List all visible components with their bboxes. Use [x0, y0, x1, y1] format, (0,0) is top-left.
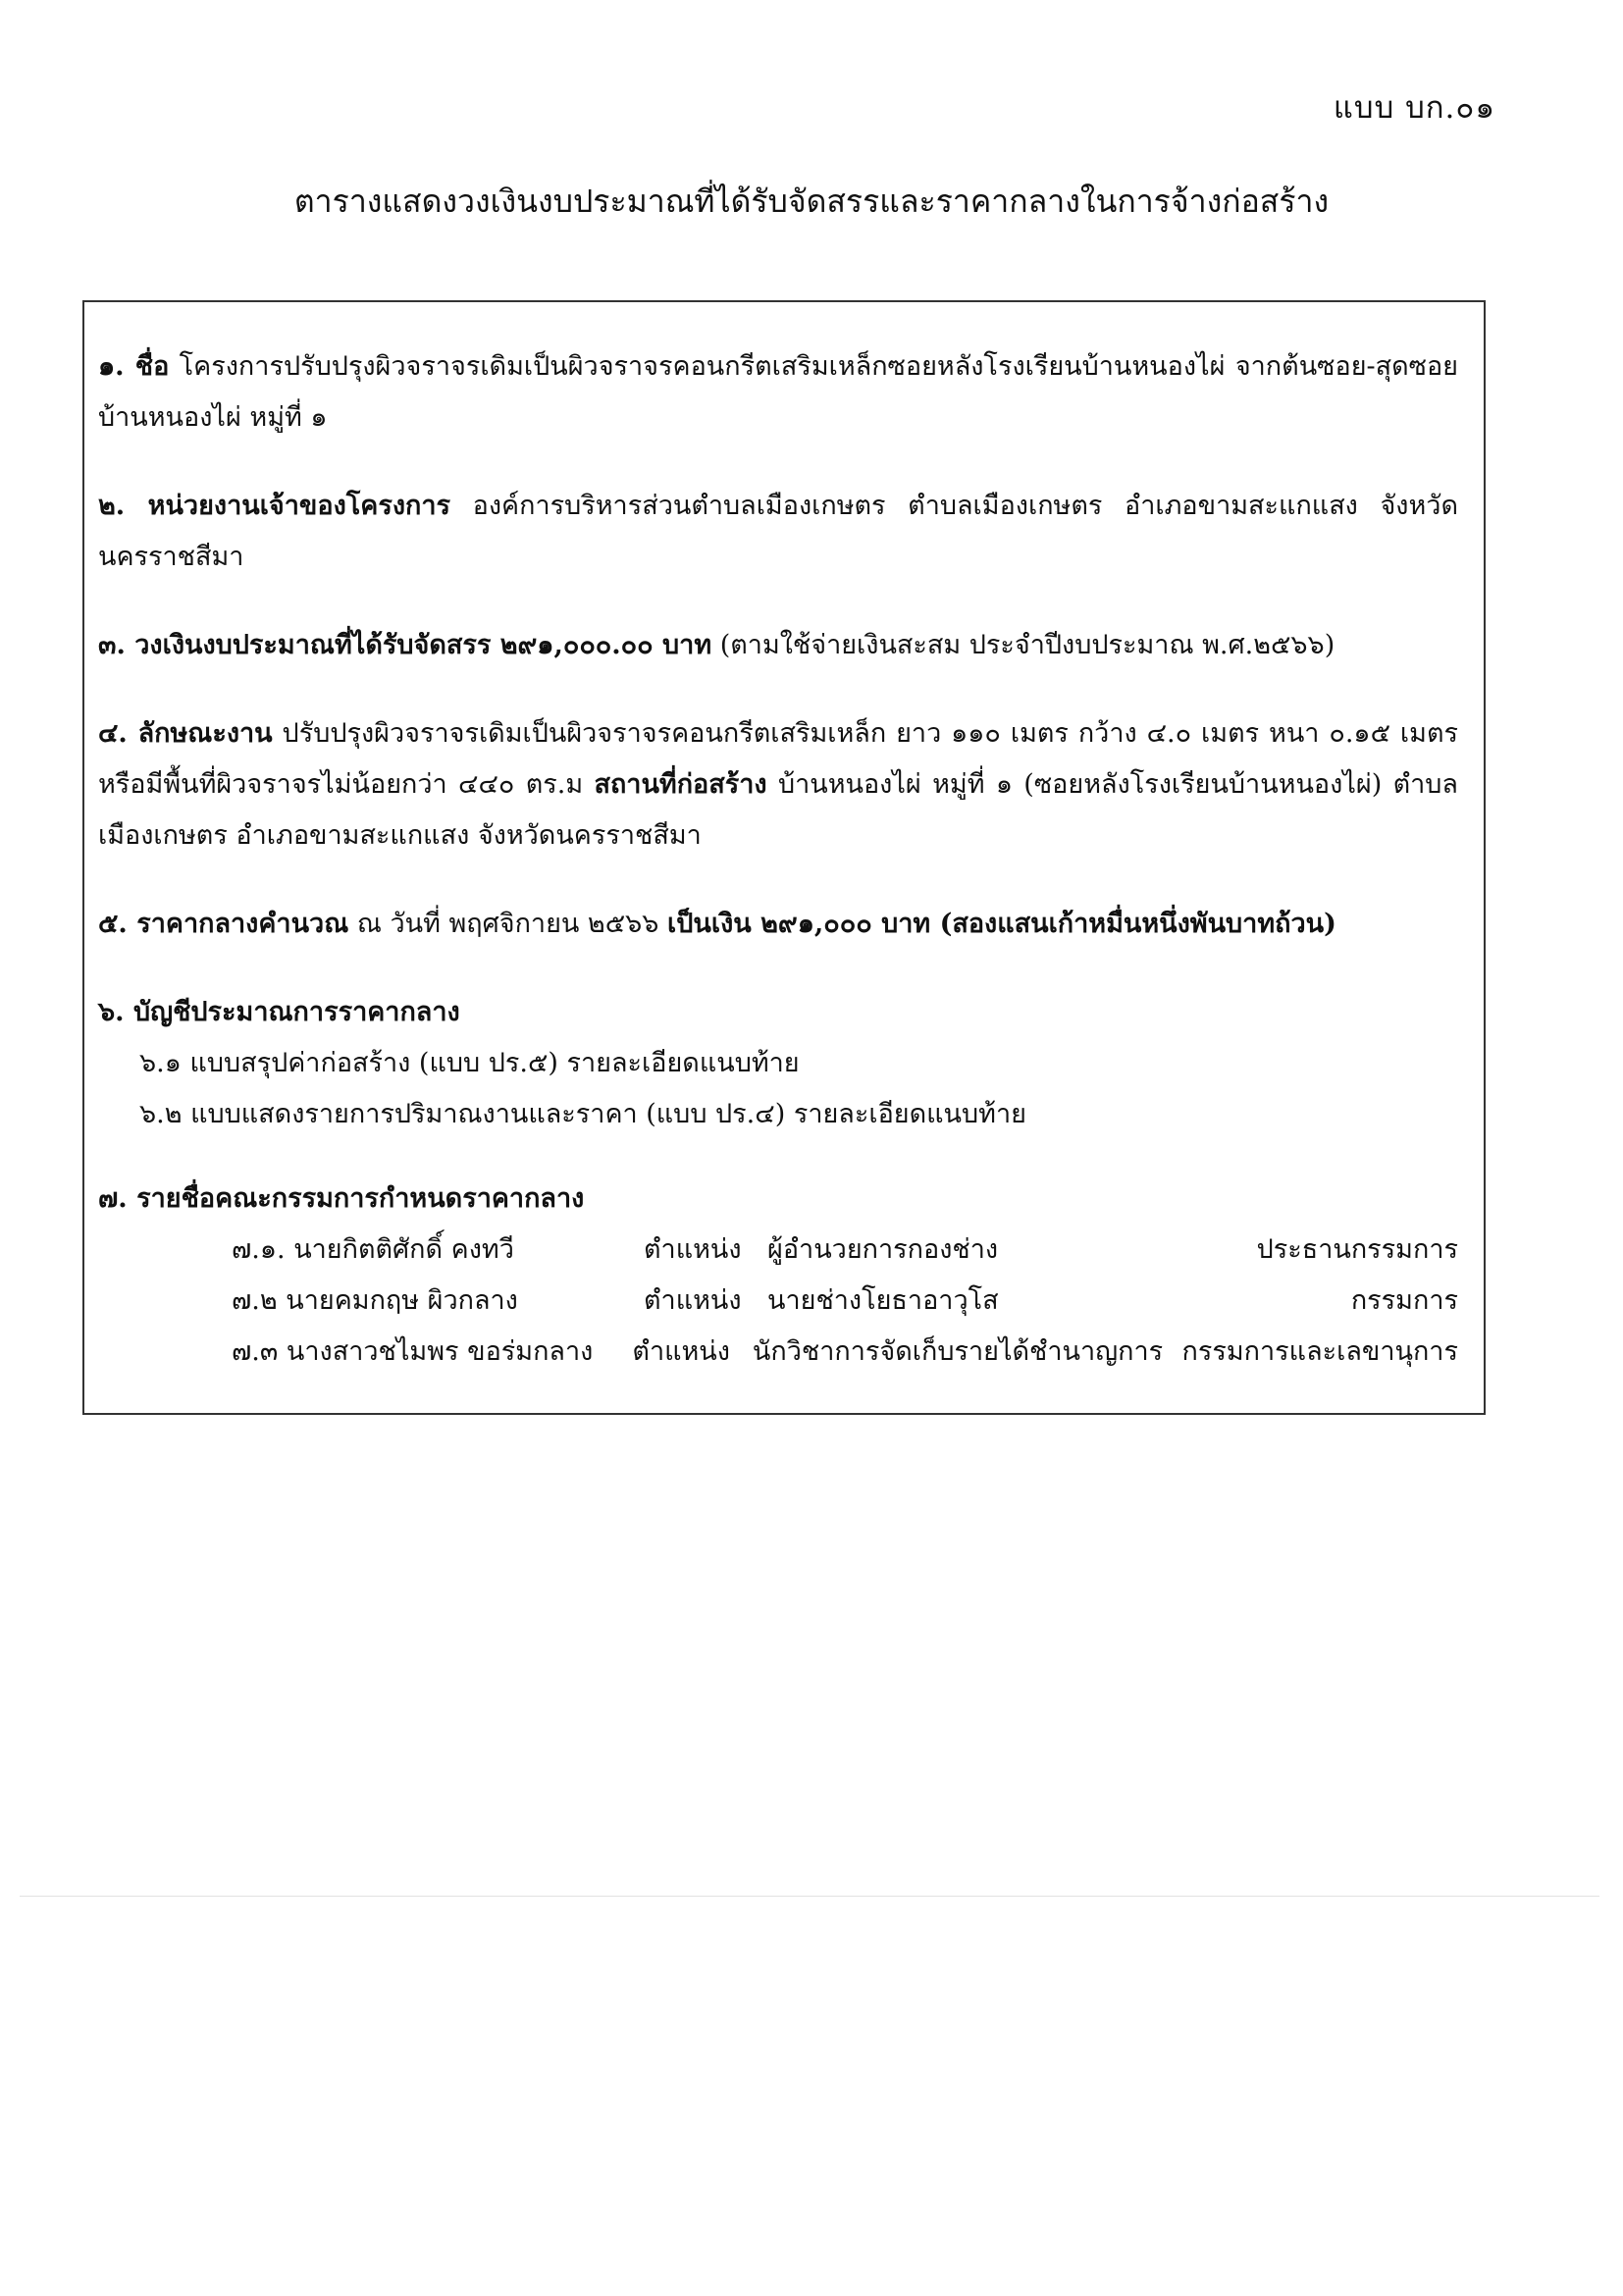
member-position: นักวิชาการจัดเก็บรายได้ชำนาญการ [752, 1336, 1164, 1367]
owner-agency-text: องค์การบริหารส่วนตำบลเมืองเกษตร ตำบลเมืองเกษตร อำเภอขามสะแกแสง จังหวัดนครราชสีมา [98, 491, 1458, 572]
section-owner-agency [98, 481, 1458, 583]
content-frame [82, 300, 1486, 1415]
member-position: นายช่างโยธาอาวุโส [767, 1285, 999, 1316]
estimate-item: ๖.๑ แบบสรุปค่าก่อสร้าง (แบบ ปร.๕) รายละเอียดแนบท้าย [139, 1048, 800, 1078]
member-position-label: ตำแหน่ง [644, 1285, 742, 1316]
budget-label: ๓. วงเงินงบประมาณที่ได้รับจัดสรร ๒๙๑,๐๐๐.๐๐ บาท [98, 630, 712, 660]
member-duty: ประธานกรรมการ [1256, 1234, 1458, 1265]
scan-divider [20, 1896, 1599, 1897]
document-title: ตารางแสดงวงเงินงบประมาณที่ได้รับจัดสรรและราคากลางในการจ้างก่อสร้าง [293, 183, 1330, 220]
member-position: ผู้อำนวยการกองช่าง [767, 1234, 999, 1265]
median-price-label: ๕. ราคากลางคำนวณ [98, 909, 349, 939]
member-name: ๗.๓ นางสาวชไมพร ขอร่มกลาง [232, 1336, 594, 1367]
median-price-date: ณ วันที่ พฤศจิกายน ๒๕๖๖ [348, 909, 668, 939]
member-name: ๗.๑. นายกิตติศักดิ์ คงทวี [232, 1234, 514, 1265]
committee-label: ๗. รายชื่อคณะกรรมการกำหนดราคากลาง [98, 1183, 585, 1214]
budget-note: (ตามใช้จ่ายเงินสะสม ประจำปีงบประมาณ พ.ศ.๒๕๖๖) [711, 630, 1335, 660]
member-name: ๗.๒ นายคมกฤษ ผิวกลาง [232, 1285, 518, 1316]
member-position-label: ตำแหน่ง [644, 1234, 742, 1265]
member-position-label: ตำแหน่ง [632, 1336, 730, 1367]
member-duty: กรรมการและเลขานุการ [1181, 1336, 1458, 1367]
committee-row [98, 1225, 1458, 1276]
section-budget [98, 620, 1458, 671]
section-estimate-list [98, 987, 1458, 1140]
section-median-price [98, 899, 1458, 950]
section-project-name [98, 341, 1458, 444]
section-work-description [98, 708, 1458, 861]
estimate-list-label: ๖. บัญชีประมาณการราคากลาง [98, 997, 460, 1027]
project-name-label: ๑. ชื่อ [98, 351, 170, 382]
form-code: แบบ บก.๐๑ [1333, 90, 1495, 126]
site-label: สถานที่ก่อสร้าง [594, 769, 767, 800]
committee-row [98, 1276, 1458, 1327]
work-description-label: ๔. ลักษณะงาน [98, 718, 273, 749]
section-committee [98, 1174, 1458, 1378]
committee-row [98, 1327, 1458, 1378]
work-description-text: ปรับปรุงผิวจราจรเดิมเป็นผิวจราจรคอนกรีตเสริมเหล็ก ยาว ๑๑๐ เมตร กว้าง ๔.๐ เมตร หนา ๐.๑๕ เมตร หรือมีพื้นที่ผิวจราจรไม่น้อยกว่า ๔๔๐ ตร.ม [98, 718, 1458, 800]
site-text: บ้านหนองไผ่ หมู่ที่ ๑ (ซอยหลังโรงเรียนบ้านหนองไผ่) ตำบลเมืองเกษตร อำเภอขามสะแกแสง จังหวัดนครราชสีมา [98, 769, 1458, 851]
median-price-amount: เป็นเงิน ๒๙๑,๐๐๐ บาท (สองแสนเก้าหมื่นหนึ่งพันบาทถ้วน) [667, 909, 1336, 939]
owner-agency-label: ๒. หน่วยงานเจ้าของโครงการ [98, 491, 451, 521]
member-duty: กรรมการ [1350, 1285, 1458, 1316]
estimate-item: ๖.๒ แบบแสดงรายการปริมาณงานและราคา (แบบ ปร.๔) รายละเอียดแนบท้าย [139, 1099, 1026, 1129]
project-name-text: โครงการปรับปรุงผิวจราจรเดิมเป็นผิวจราจรคอนกรีตเสริมเหล็กซอยหลังโรงเรียนบ้านหนองไผ่ จากต้นซอย-สุดซอยบ้านหนองไผ่ หมู่ที่ ๑ [98, 351, 1459, 433]
